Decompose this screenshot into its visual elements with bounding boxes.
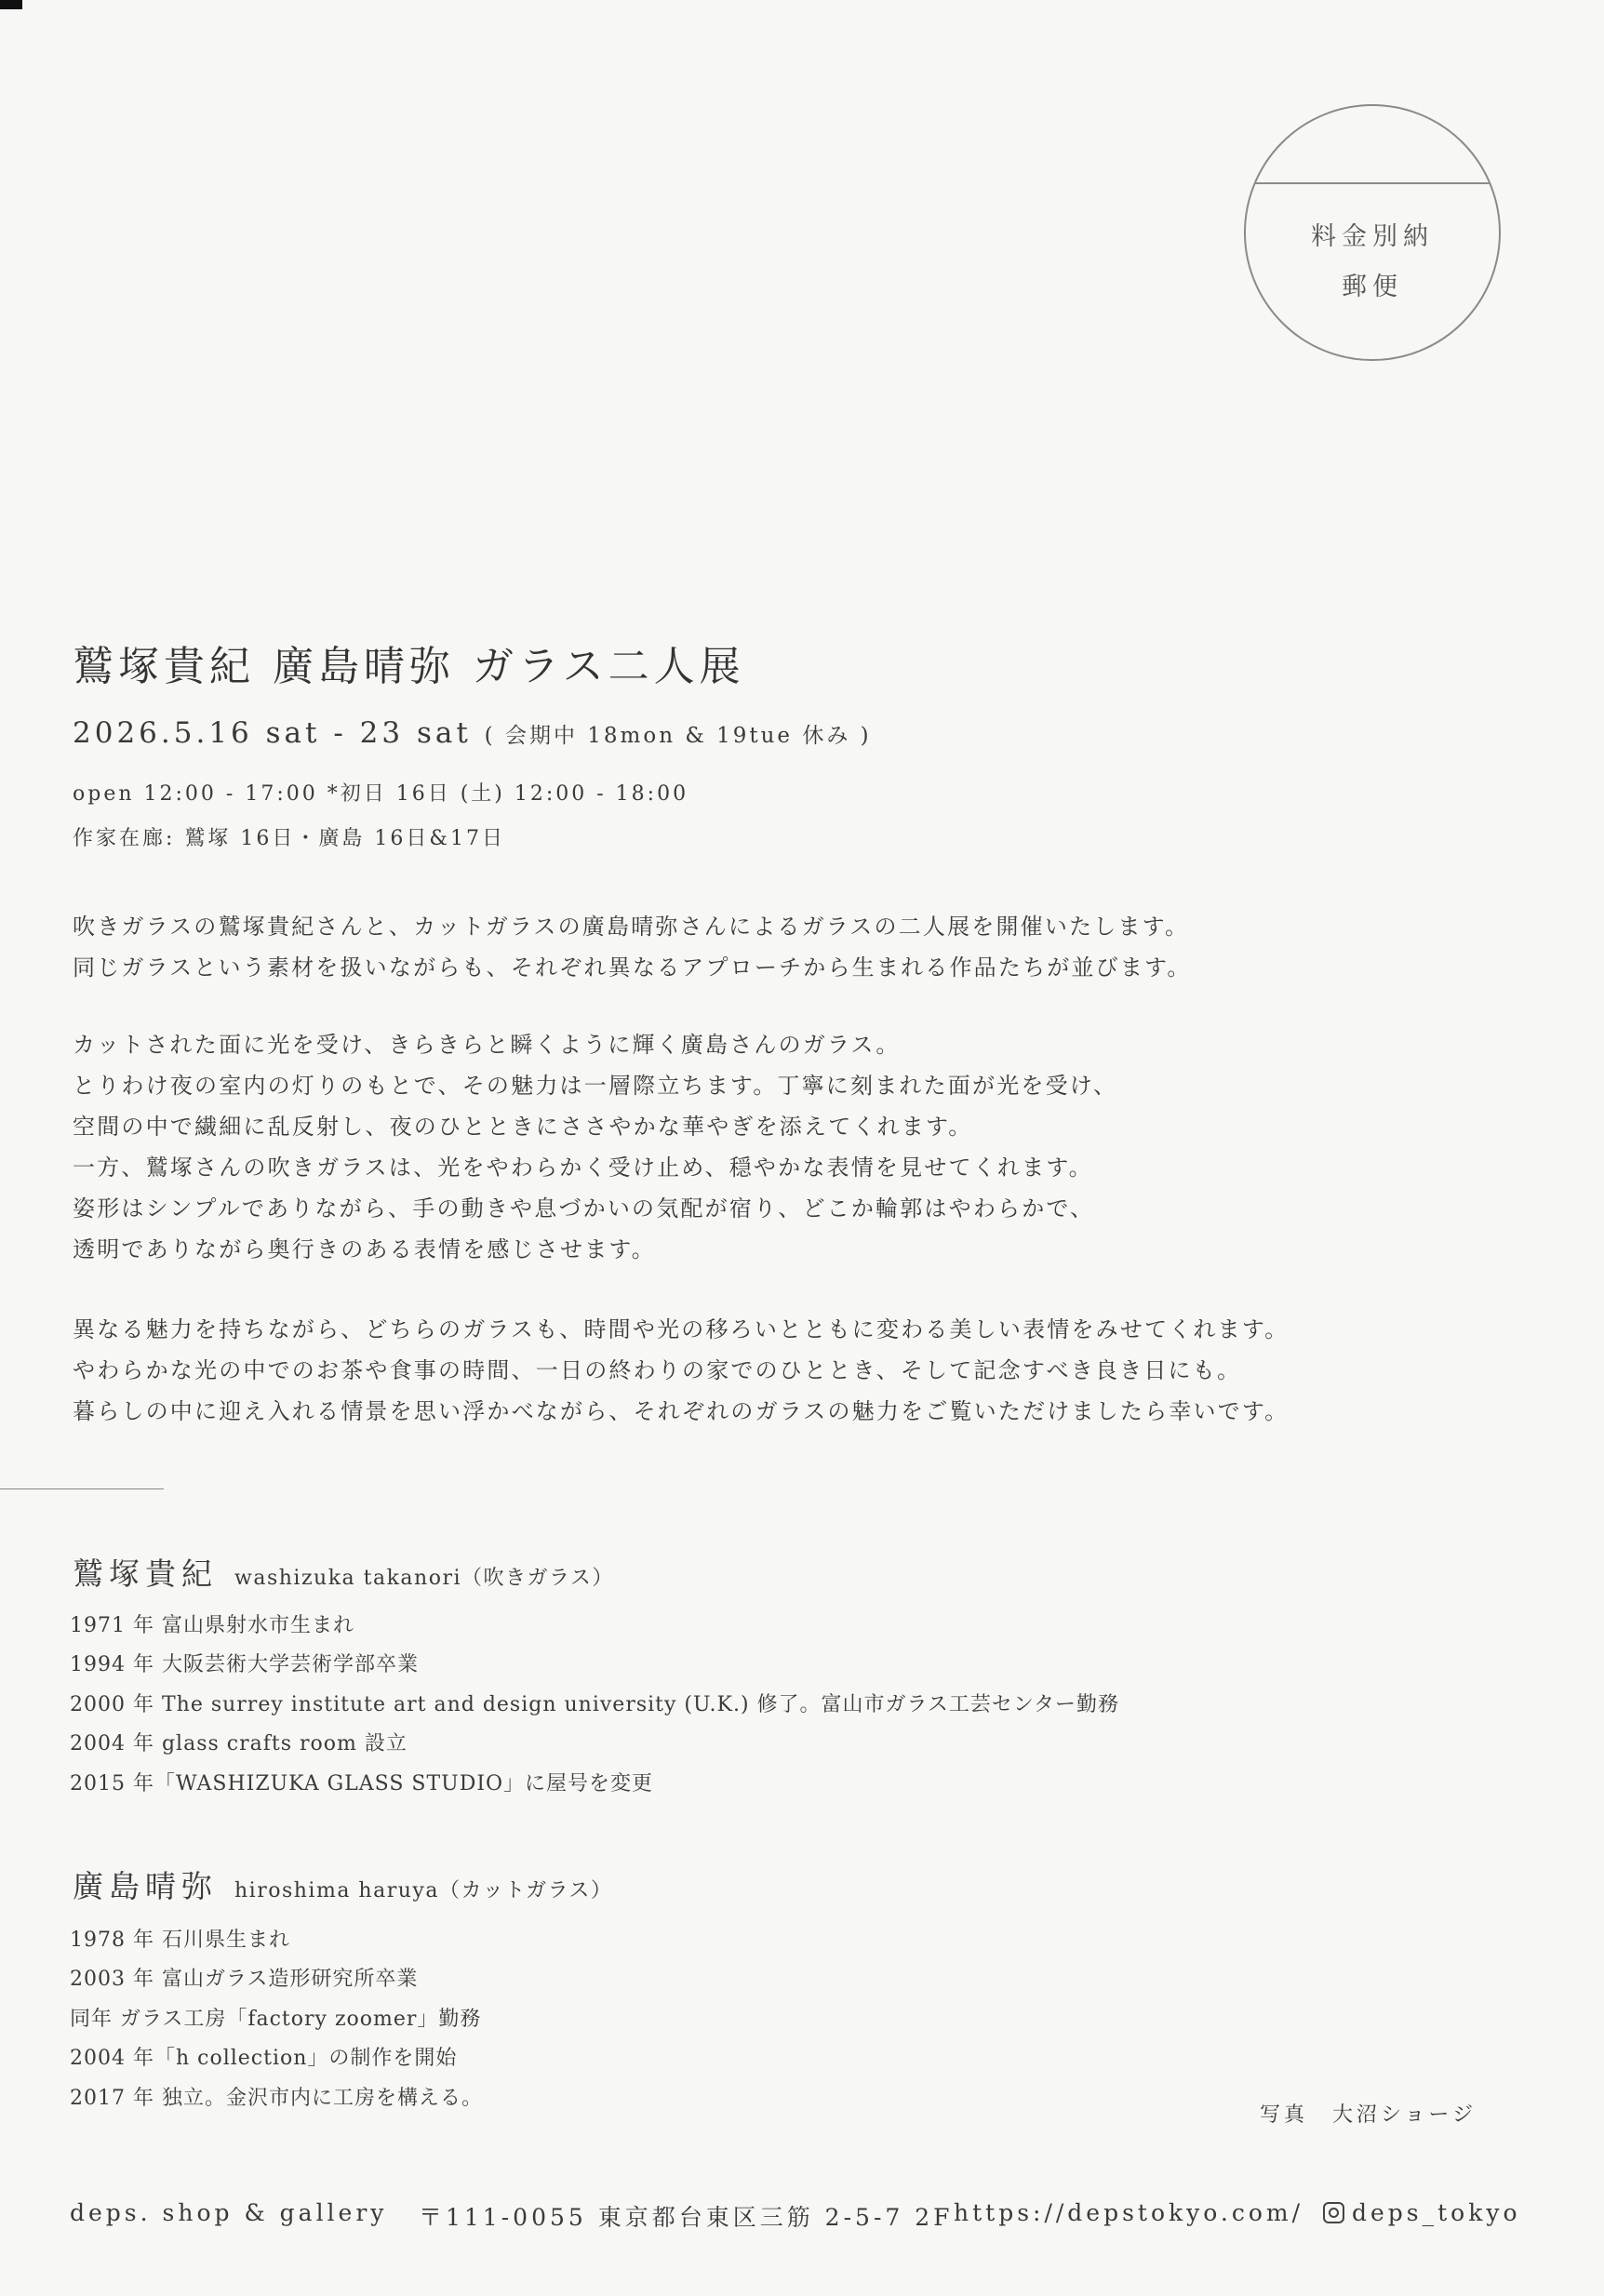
scan-edge <box>0 0 22 9</box>
instagram-handle[interactable] <box>1323 2199 1521 2226</box>
artist2-roman: hiroshima haruya（カットガラス） <box>234 1879 613 1902</box>
instagram-icon <box>1323 2202 1344 2223</box>
exhibition-title: 鷲塚貴紀 廣島晴弥 ガラス二人展 <box>73 643 745 690</box>
stamp-line-1: 料金別納 <box>1311 222 1434 251</box>
photo-credit: 写真 大沼ショージ <box>1260 2103 1477 2127</box>
body-line: 暮らしの中に迎え入れる情景を思い浮かべながら、それぞれのガラスの魅力をご覧いただけましたら幸いです。 <box>73 1398 1290 1424</box>
body-line: 一方、鷲塚さんの吹きガラスは、光をやわらかく受け止め、穏やかな表情を見せてくれます。 <box>73 1155 1093 1181</box>
opening-hours: open 12:00 - 17:00 *初日 16日 (土) 12:00 - 18:00 <box>73 782 689 806</box>
artist2-bio-item: 同年 ガラス工房「factory zoomer」勤務 <box>70 2008 482 2031</box>
artist1-bio-item: 1994 年 大阪芸術大学芸術学部卒業 <box>70 1653 419 1676</box>
stamp-line-2: 郵便 <box>1342 273 1403 301</box>
body-line: やわらかな光の中でのお茶や食事の時間、一日の終わりの家でのひととき、そして記念すべき良き日にも。 <box>73 1357 1242 1383</box>
artist2-name: 廣島晴弥 <box>73 1868 218 1904</box>
shop-name: deps. shop & gallery <box>70 2199 388 2226</box>
artists-present: 作家在廊: 鷲塚 16日・廣島 16日&17日 <box>73 827 505 850</box>
artist2-bio-item: 1978 年 石川県生まれ <box>70 1929 290 1952</box>
exhibition-dates <box>73 716 872 750</box>
artist2-bio-item: 2017 年 独立。金沢市内に工房を構える。 <box>70 2087 483 2110</box>
body-line: とりわけ夜の室内の灯りのもとで、その魅力は一層際立ちます。丁寧に刻まれた面が光を受け、 <box>73 1073 1118 1099</box>
artist1-name: 鷲塚貴紀 <box>73 1555 218 1592</box>
body-line: カットされた面に光を受け、きらきらと瞬くように輝く廣島さんのガラス。 <box>73 1032 901 1058</box>
artist2-bio-item: 2004 年「h collection」の制作を開始 <box>70 2047 458 2070</box>
shop-address: 〒111-0055 東京都台東区三筋 2-5-7 2F <box>419 2204 954 2231</box>
shop-url[interactable]: https://depstokyo.com/ <box>954 2199 1304 2226</box>
body-line: 吹きガラスの鷲塚貴紀さんと、カットガラスの廣島晴弥さんによるガラスの二人展を開催いたします。 <box>73 914 1190 940</box>
artist1-roman: washizuka takanori（吹きガラス） <box>234 1567 614 1590</box>
artist1-bio-item: 2015 年「WASHIZUKA GLASS STUDIO」に屋号を変更 <box>70 1772 654 1795</box>
body-line: 異なる魅力を持ちながら、どちらのガラスも、時間や光の移ろいとともに変わる美しい表情をみせてくれます。 <box>73 1316 1290 1342</box>
closed-days: ( 会期中 18mon & 19tue 休み ) <box>484 724 872 748</box>
artist1-bio-item: 2000 年 The surrey institute art and design university (U.K.) 修了。富山市ガラス工芸センター勤務 <box>70 1693 1119 1716</box>
section-divider <box>0 1488 164 1489</box>
stamp-divider <box>1246 182 1499 184</box>
artist1-bio-item: 1971 年 富山県射水市生まれ <box>70 1614 354 1637</box>
instagram-label: deps_tokyo <box>1352 2199 1521 2226</box>
artist1-heading <box>73 1550 614 1594</box>
body-line: 姿形はシンプルでありながら、手の動きや息づかいの気配が宿り、どこか輪郭はやわらかで、 <box>73 1195 1095 1221</box>
postage-stamp-mark <box>1244 104 1501 361</box>
artist2-bio-item: 2003 年 富山ガラス造形研究所卒業 <box>70 1968 419 1991</box>
body-line: 空間の中で繊細に乱反射し、夜のひとときにささやかな華やぎを添えてくれます。 <box>73 1114 973 1140</box>
artist2-heading <box>73 1862 612 1906</box>
body-line: 同じガラスという素材を扱いながらも、それぞれ異なるアプローチから生まれる作品たちが並びます。 <box>73 954 1192 981</box>
date-range: 2026.5.16 sat - 23 sat <box>73 716 472 750</box>
artist1-bio-item: 2004 年 glass crafts room 設立 <box>70 1732 408 1755</box>
body-line: 透明でありながら奥行きのある表情を感じさせます。 <box>73 1236 656 1262</box>
